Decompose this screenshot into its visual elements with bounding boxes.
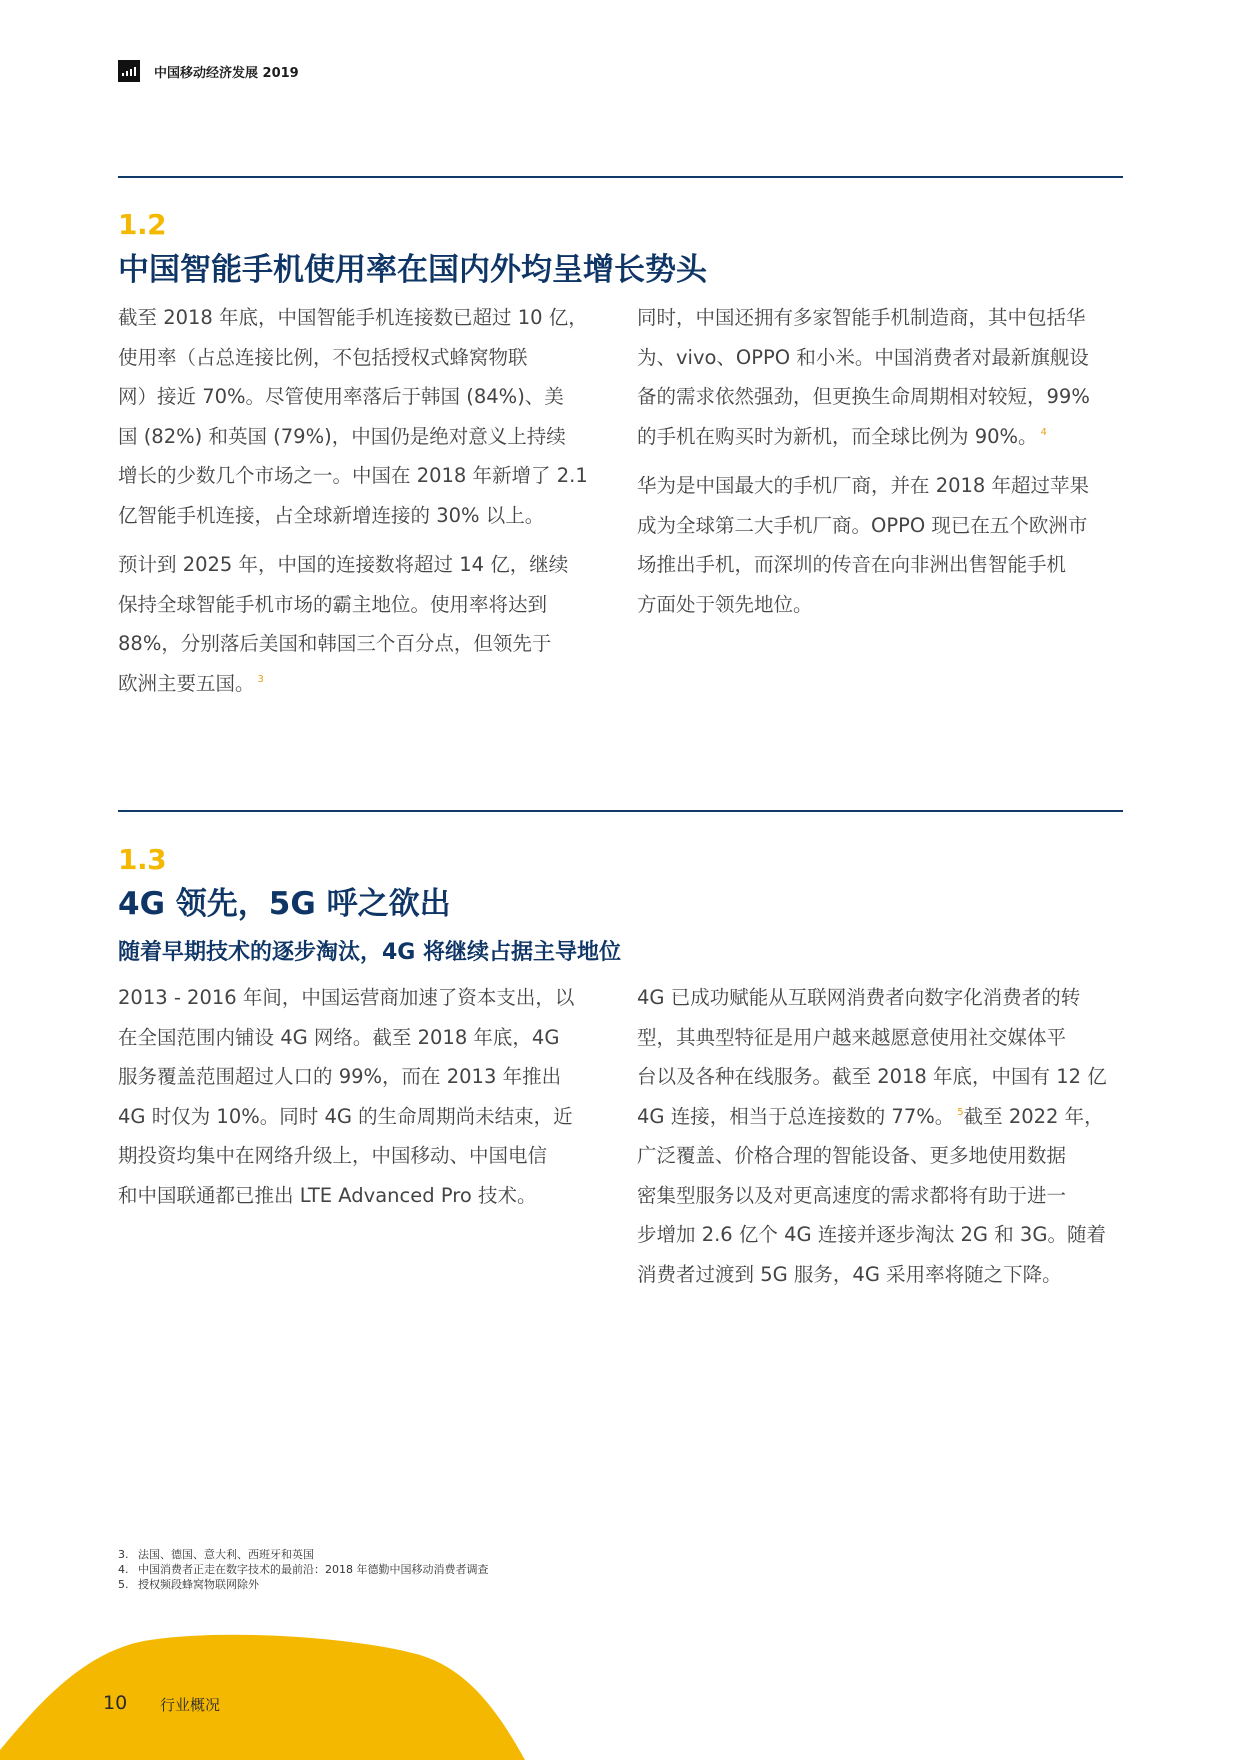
section-1-2-left-column bbox=[118, 298, 606, 713]
text-line-content: 欧洲主要五国。 bbox=[118, 671, 255, 695]
text-line-content: 4G 连接，相当于总连接数的 77%。 bbox=[637, 1104, 955, 1128]
footer-yellow-shape bbox=[0, 1620, 560, 1760]
page-header bbox=[118, 60, 299, 82]
footnote-number: 4. bbox=[118, 1563, 129, 1576]
text-line: 密集型服务以及对更高速度的需求都将有助于进一 bbox=[637, 1183, 1067, 1207]
text-line-content: 的手机在购买时为新机，而全球比例为 90%。 bbox=[637, 424, 1038, 448]
text-line: 广泛覆盖、价格合理的智能设备、更多地使用数据 bbox=[637, 1144, 1067, 1167]
footnote-ref: 4 bbox=[1040, 427, 1047, 438]
text-line: 2013 - 2016 年间，中国运营商加速了资本支出，以 bbox=[118, 986, 575, 1009]
footnote-item bbox=[118, 1547, 489, 1562]
footnote-text: 授权频段蜂窝物联网除外 bbox=[138, 1578, 259, 1591]
section-title: 中国智能手机使用率在国内外均呈增长势头 bbox=[118, 252, 707, 288]
page-number: 10 bbox=[103, 1692, 128, 1714]
section-1-3-left-column bbox=[118, 978, 606, 1225]
text-line: 增长的少数几个市场之一。中国在 2018 年新增了 2.1 bbox=[118, 464, 588, 487]
text-line: 台以及各种在线服务。截至 2018 年底，中国有 12 亿 bbox=[637, 1065, 1107, 1088]
section-1-2-right-column bbox=[637, 298, 1125, 634]
text-line: 同时，中国还拥有多家智能手机制造商，其中包括华 bbox=[637, 306, 1086, 329]
footnote-text: 中国消费者正走在数字技术的最前沿：2018 年德勤中国移动消费者调查 bbox=[138, 1563, 489, 1576]
section-label: 行业概况 bbox=[160, 1696, 221, 1714]
paragraph bbox=[118, 298, 606, 535]
text-line-content: 截至 2022 年， bbox=[963, 1104, 1104, 1128]
text-line: 4G 时仅为 10%。同时 4G 的生命周期尚未结束，近 bbox=[118, 1104, 573, 1128]
text-line: 步增加 2.6 亿个 4G 连接并逐步淘汰 2G 和 3G。随着 bbox=[637, 1223, 1106, 1246]
section-divider bbox=[118, 810, 1123, 812]
section-title: 4G 领先，5G 呼之欲出 bbox=[118, 886, 451, 922]
text-line: 消费者过渡到 5G 服务，4G 采用率将随之下降。 bbox=[637, 1262, 1062, 1286]
paragraph bbox=[637, 298, 1125, 456]
paragraph bbox=[637, 466, 1125, 624]
text-line: 保持全球智能手机市场的霸主地位。使用率将达到 bbox=[118, 592, 548, 616]
section-number: 1.3 bbox=[118, 843, 167, 876]
text-line: 备的需求依然强劲，但更换生命周期相对较短，99% bbox=[637, 385, 1090, 408]
text-line: 为、vivo、OPPO 和小米。中国消费者对最新旗舰设 bbox=[637, 345, 1089, 369]
text-line: 预计到 2025 年，中国的连接数将超过 14 亿，继续 bbox=[118, 553, 569, 576]
paragraph bbox=[637, 978, 1125, 1294]
text-line: 场推出手机，而深圳的传音在向非洲出售智能手机 bbox=[637, 553, 1067, 576]
text-line: 使用率（占总连接比例，不包括授权式蜂窝物联 bbox=[118, 345, 528, 369]
paragraph bbox=[118, 978, 606, 1215]
text-line: 方面处于领先地位。 bbox=[637, 592, 813, 616]
text-line: 期投资均集中在网络升级上，中国移动、中国电信 bbox=[118, 1144, 548, 1167]
text-line bbox=[118, 664, 606, 704]
section-divider bbox=[118, 176, 1123, 178]
text-line: 88%，分别落后美国和韩国三个百分点，但领先于 bbox=[118, 632, 552, 655]
text-line: 成为全球第二大手机厂商。OPPO 现已在五个欧洲市 bbox=[637, 513, 1088, 537]
footnote-ref: 3 bbox=[257, 674, 264, 685]
text-line: 在全国范围内铺设 4G 网络。截至 2018 年底，4G bbox=[118, 1025, 560, 1049]
footnote-number: 3. bbox=[118, 1548, 129, 1561]
text-line: 华为是中国最大的手机厂商，并在 2018 年超过苹果 bbox=[637, 474, 1090, 497]
footnote-text: 法国、德国、意大利、西班牙和英国 bbox=[138, 1548, 314, 1561]
footnote-item bbox=[118, 1562, 489, 1577]
section-1-3-right-column bbox=[637, 978, 1125, 1304]
footnote-ref: 5 bbox=[957, 1107, 964, 1118]
text-line: 和中国联通都已推出 LTE Advanced Pro 技术。 bbox=[118, 1183, 537, 1207]
section-number: 1.2 bbox=[118, 208, 167, 241]
text-line: 网）接近 70%。尽管使用率落后于韩国 (84%)、美 bbox=[118, 385, 564, 408]
text-line bbox=[637, 417, 1125, 457]
gsma-logo-icon bbox=[118, 60, 140, 82]
footnote-item bbox=[118, 1577, 489, 1592]
text-line: 截至 2018 年底，中国智能手机连接数已超过 10 亿， bbox=[118, 306, 588, 329]
text-line: 4G 已成功赋能从互联网消费者向数字化消费者的转 bbox=[637, 986, 1081, 1009]
text-line: 型，其典型特征是用户越来越愿意使用社交媒体平 bbox=[637, 1025, 1067, 1049]
text-line: 亿智能手机连接，占全球新增连接的 30% 以上。 bbox=[118, 503, 545, 527]
footnotes bbox=[118, 1547, 489, 1592]
section-subheading: 随着早期技术的逐步淘汰，4G 将继续占据主导地位 bbox=[118, 940, 622, 965]
paragraph bbox=[118, 545, 606, 703]
text-line bbox=[637, 1097, 1125, 1137]
text-line: 国 (82%) 和英国 (79%)，中国仍是绝对意义上持续 bbox=[118, 424, 566, 448]
report-title: 中国移动经济发展 2019 bbox=[154, 65, 299, 81]
text-line: 服务覆盖范围超过人口的 99%，而在 2013 年推出 bbox=[118, 1065, 562, 1088]
footnote-number: 5. bbox=[118, 1578, 129, 1591]
